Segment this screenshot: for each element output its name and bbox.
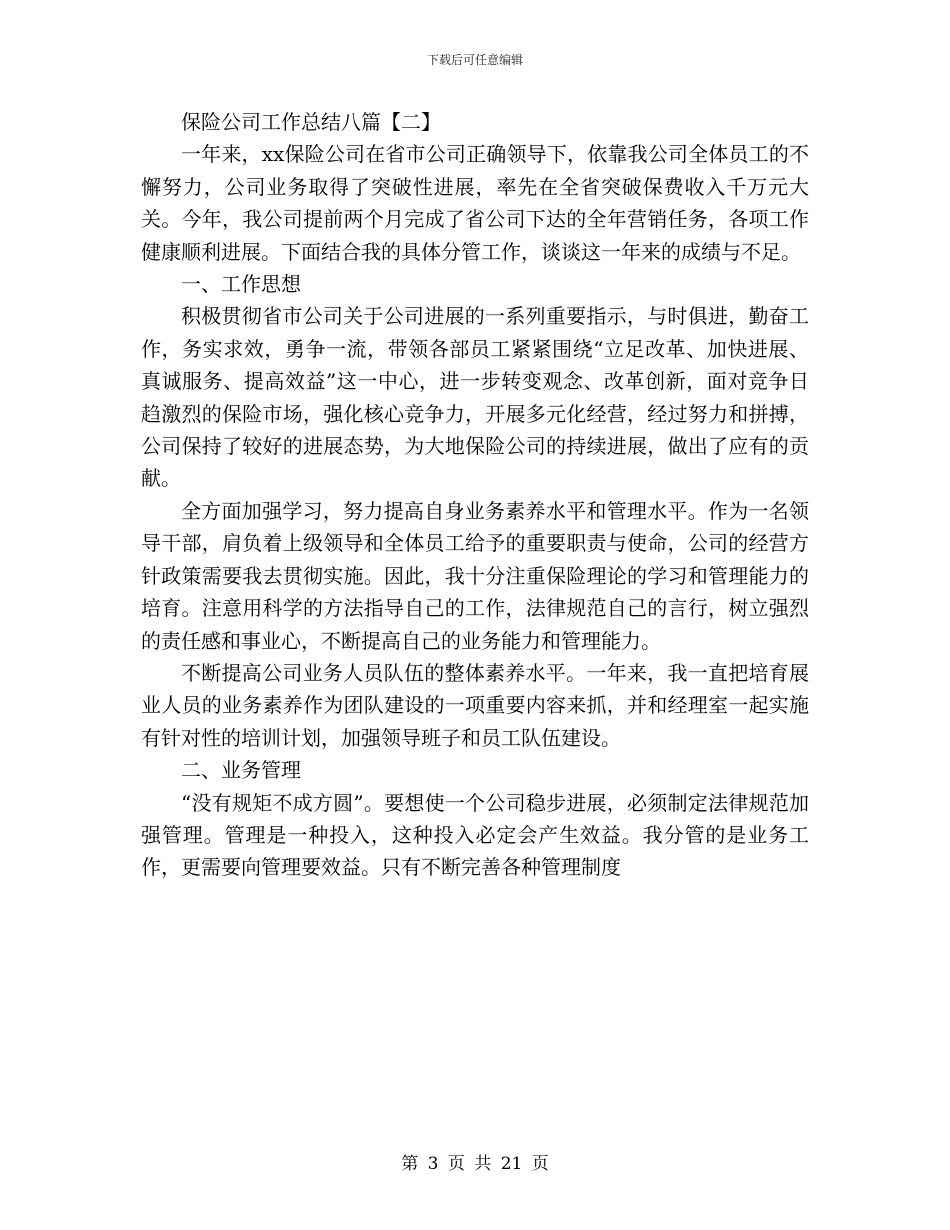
document-body [141, 106, 809, 884]
section-heading-work-thought: 一、工作思想 [181, 272, 301, 297]
document-title: 保险公司工作总结八篇【二】 [181, 110, 441, 134]
page-number-footer: 第 3 页 共 21 页 [401, 1154, 549, 1174]
section-heading-business-management: 二、业务管理 [181, 758, 301, 783]
page-header-note: 下载后可任意编辑 [426, 53, 523, 67]
paragraph-intro: 一年来，xx保险公司在省市公司正确领导下，依靠我公司全体员工的不懈努力，公司业务取得了突破性进展，率先在全省突破保费收入千万元大关。今年，我公司提前两个月完成了省公司下达的全年营销任务，各项工作健康顺利进展。下面结合我的具体分管工作，谈谈这一年来的成绩与不足。 [141, 142, 809, 264]
paragraph-work-thought: 积极贯彻省市公司关于公司进展的一系列重要指示，与时俱进，勤奋工作，务实求效，勇争一流，带领各部员工紧紧围绕“立足改革、加快进展、真诚服务、提高效益”这一中心，进一步转变观念、改革创新，面对竞争日趋激烈的保险市场，强化核心竞争力，开展多元化经营，经过努力和拼搏，公司保持了较好的进展态势，为大地保险公司的持续进展，做出了应有的贡献。 [141, 304, 809, 491]
paragraph-team-quality: 不断提高公司业务人员队伍的整体素养水平。一年来，我一直把培育展业人员的业务素养作为团队建设的一项重要内容来抓，并和经理室一起实施有针对性的培训计划，加强领导班子和员工队伍建设。 [141, 660, 809, 750]
paragraph-learning: 全方面加强学习，努力提高自身业务素养水平和管理水平。作为一名领导干部，肩负着上级领导和全体员工给予的重要职责与使命，公司的经营方针政策需要我去贯彻实施。因此，我十分注重保险理论的学习和管理能力的培育。注意用科学的方法指导自己的工作，法律规范自己的言行，树立强烈的责任感和事业心，不断提高自己的业务能力和管理能力。 [141, 498, 809, 653]
paragraph-business-management: “没有规矩不成方圆”。要想使一个公司稳步进展，必须制定法律规范加强管理。管理是一种投入，这种投入必定会产生效益。我分管的是业务工作，更需要向管理要效益。只有不断完善各种管理制度 [141, 790, 809, 880]
